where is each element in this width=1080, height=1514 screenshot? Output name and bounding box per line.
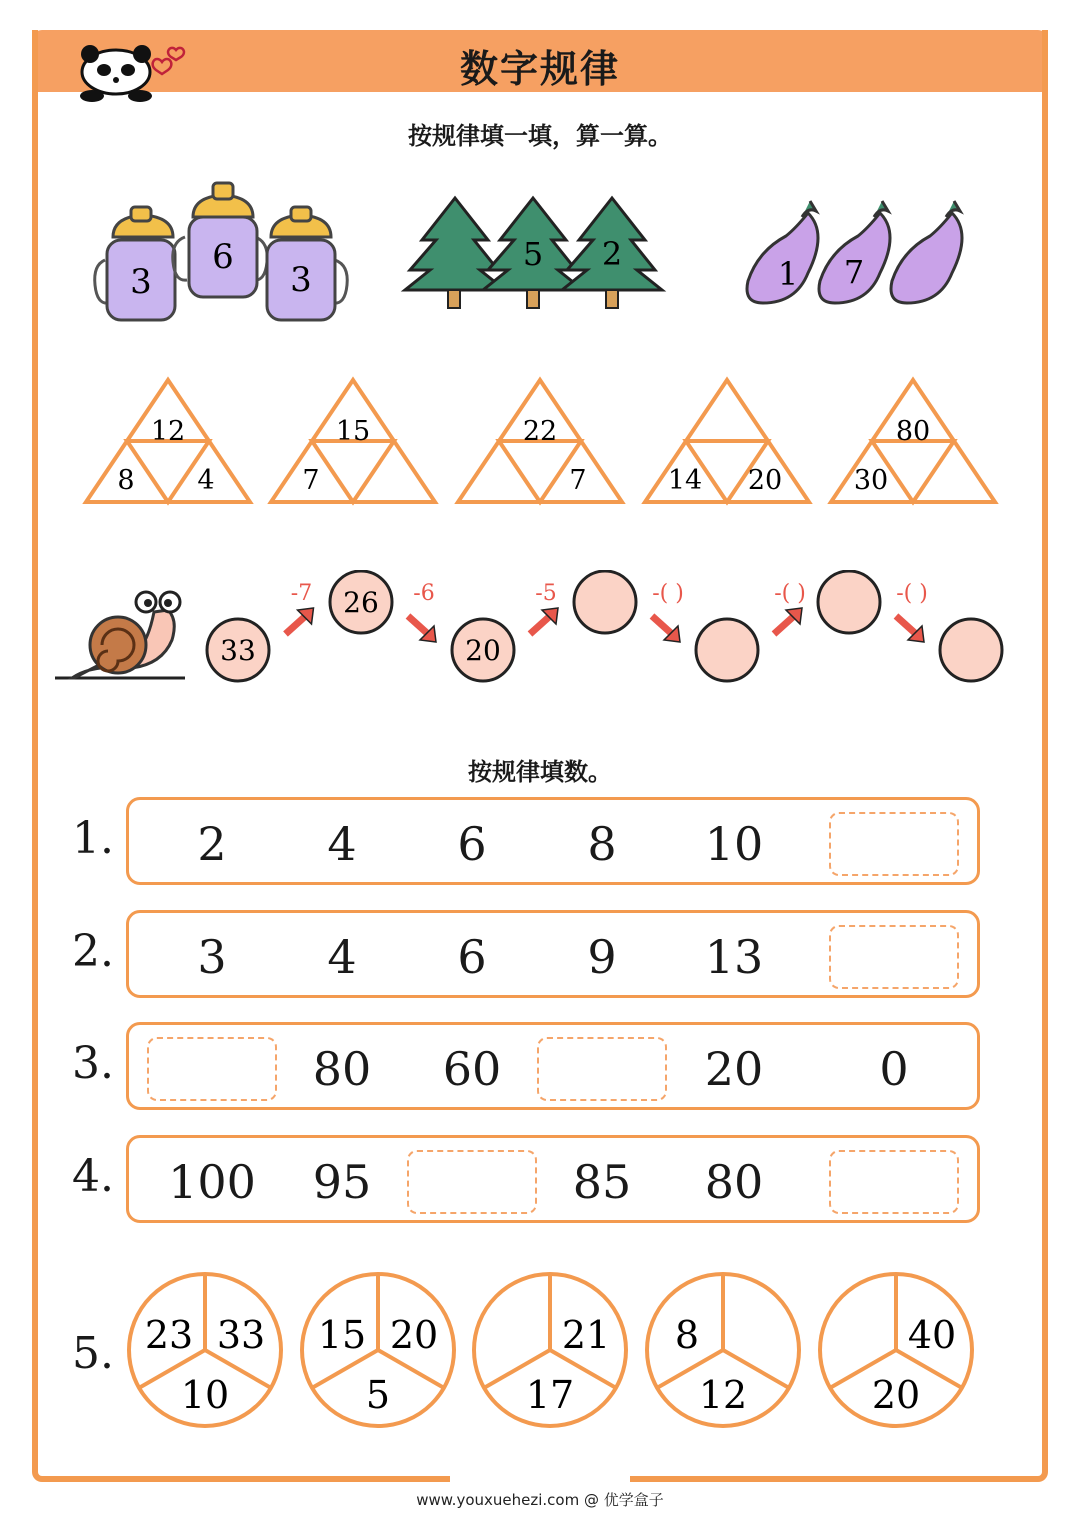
snail-circle-7 [940, 619, 1002, 681]
number-cell: 20 [704, 1042, 764, 1096]
wheel-5 [820, 1274, 972, 1426]
wheel-2-b: 20 [389, 1313, 439, 1357]
triangle-4 [645, 380, 809, 502]
tree-2-value: 5 [522, 235, 544, 273]
tree-3-value: 2 [601, 235, 623, 273]
wheel-4 [647, 1274, 799, 1426]
wheel-2 [302, 1274, 454, 1426]
snail-circle-3 [452, 619, 514, 681]
number-cell: 4 [327, 930, 357, 984]
wheel-4-c: 12 [698, 1373, 748, 1417]
wheel-2-c: 5 [365, 1373, 391, 1417]
step-arrow-4 [652, 581, 684, 642]
wheel-3-b: 21 [561, 1313, 611, 1357]
step-label-4: -( ) [652, 581, 684, 606]
step-label-3: -5 [535, 581, 557, 606]
number-cell: 85 [572, 1155, 632, 1209]
snail-circle-6 [818, 571, 880, 633]
page-title: 数字规律 [459, 47, 620, 91]
number-row-3 [126, 1022, 980, 1110]
bottle-3 [267, 207, 347, 320]
snail-icon [55, 592, 185, 678]
triangle-3-top: 22 [522, 416, 558, 447]
step-arrow-3 [530, 581, 558, 634]
number-cell: 10 [704, 817, 764, 871]
wheel-4-a: 8 [674, 1313, 700, 1357]
number-cell: 80 [312, 1042, 372, 1096]
triangle-5-left: 30 [853, 465, 889, 496]
triangles-row [0, 370, 1080, 515]
step-arrow-2 [408, 581, 436, 642]
wheel-2-a: 15 [317, 1313, 367, 1357]
instruction-1: 按规律填一填，算一算。 [408, 122, 672, 150]
trees-group [400, 190, 670, 315]
step-label-2: -6 [413, 581, 435, 606]
wheel-row-label: 5. [72, 1328, 114, 1379]
footer-text: www.youxuehezi.com @ 优学盒子 [416, 1491, 664, 1509]
number-row-1 [126, 797, 980, 885]
number-cell: 3 [197, 930, 227, 984]
snail-circle-4 [574, 571, 636, 633]
triangle-5 [831, 380, 995, 502]
bottles-group [85, 165, 365, 330]
snail-circle-5 [696, 619, 758, 681]
answer-box[interactable] [829, 1150, 959, 1214]
eggplant-3 [891, 201, 962, 303]
eggplant-2 [819, 201, 890, 303]
number-cell: 13 [704, 930, 764, 984]
step-label-6: -( ) [896, 581, 928, 606]
answer-box[interactable] [407, 1150, 537, 1214]
snail-row [0, 570, 1080, 695]
eggplant-1-value: 1 [777, 255, 799, 293]
snail-circle-1-value: 33 [220, 634, 256, 667]
number-cell: 100 [168, 1155, 256, 1209]
row-2-label: 2. [72, 926, 114, 977]
number-cell: 6 [457, 817, 487, 871]
tree-3 [562, 198, 662, 308]
number-row-4 [126, 1135, 980, 1223]
bottle-1-value: 3 [130, 262, 152, 302]
number-cell: 0 [879, 1042, 909, 1096]
instruction-2: 按规律填数。 [468, 758, 612, 786]
wheel-1-c: 10 [180, 1373, 230, 1417]
triangle-2-top: 15 [335, 416, 371, 447]
step-arrow-5 [774, 581, 806, 634]
wheels-row [0, 1265, 1080, 1435]
eggplants-group [740, 195, 970, 320]
number-cell: 9 [587, 930, 617, 984]
bottle-1 [95, 207, 175, 320]
triangle-3 [458, 380, 622, 502]
triangle-3-right: 7 [569, 465, 587, 496]
wheel-5-c: 20 [871, 1373, 921, 1417]
number-row-2 [126, 910, 980, 998]
wheel-1-b: 33 [216, 1313, 266, 1357]
wheel-1 [129, 1274, 281, 1426]
step-arrow-1 [286, 581, 314, 634]
snail-circle-1 [207, 619, 269, 681]
eggplant-1 [747, 201, 818, 303]
triangle-4-left: 14 [667, 465, 703, 496]
triangle-1 [86, 380, 250, 502]
wheel-1-a: 23 [144, 1313, 194, 1357]
wheel-5-b: 40 [907, 1313, 957, 1357]
bottle-2 [173, 183, 268, 297]
triangle-2-left: 7 [302, 465, 320, 496]
answer-box[interactable] [537, 1037, 667, 1101]
snail-circle-2 [330, 571, 392, 633]
number-cell: 60 [442, 1042, 502, 1096]
triangle-2 [271, 380, 435, 502]
answer-box[interactable] [829, 812, 959, 876]
wheel-3 [474, 1274, 626, 1426]
row-3-label: 3. [72, 1038, 114, 1089]
triangle-4-right: 20 [747, 465, 783, 496]
step-arrow-6 [896, 581, 928, 642]
step-label-5: -( ) [774, 581, 806, 606]
snail-circle-2-value: 26 [343, 586, 379, 619]
answer-box[interactable] [147, 1037, 277, 1101]
bottle-3-value: 3 [290, 260, 312, 300]
number-cell: 2 [197, 817, 227, 871]
eggplant-2-value: 7 [843, 253, 865, 291]
number-cell: 4 [327, 817, 357, 871]
bottle-2-value: 6 [212, 237, 234, 277]
number-cell: 80 [704, 1155, 764, 1209]
triangle-5-top: 80 [895, 416, 931, 447]
snail-circle-3-value: 20 [465, 634, 501, 667]
wheel-3-c: 17 [525, 1373, 575, 1417]
row-4-label: 4. [72, 1151, 114, 1202]
row-1-label: 1. [72, 813, 114, 864]
number-cell: 95 [312, 1155, 372, 1209]
triangle-1-left: 8 [117, 465, 135, 496]
answer-box[interactable] [829, 925, 959, 989]
step-label-1: -7 [290, 581, 313, 606]
number-cell: 8 [587, 817, 617, 871]
triangle-1-right: 4 [197, 465, 215, 496]
number-cell: 6 [457, 930, 487, 984]
triangle-1-top: 12 [150, 416, 186, 447]
